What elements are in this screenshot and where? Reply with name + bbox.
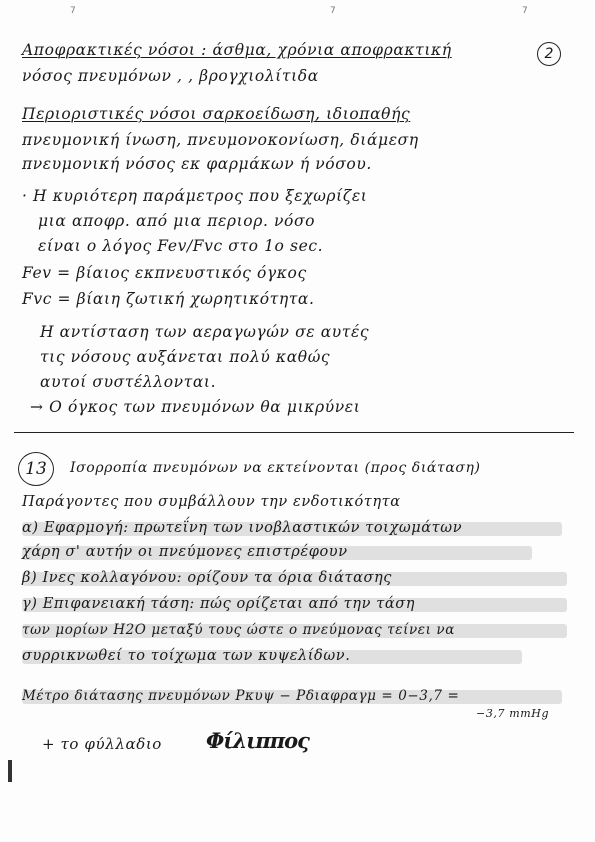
top-mark: 7 [70, 6, 76, 16]
note-line: α) Εφαρμογή: πρωτεΐνη των ινοβλαστικών τοιχωμάτων [22, 520, 463, 536]
note-line: χάρη σ' αυτήν οι πνεύμονες επιστρέφουν [22, 544, 348, 560]
note-line: Fev = βίαιος εκπνευστικός όγκος [22, 264, 307, 282]
note-line: πνευμονική νόσος εκ φαρμάκων ή νόσου. [22, 155, 372, 173]
note-line: Μέτρο διάτασης πνευμόνων Pκυψ − Pδιαφραγμ = 0−3,7 = [22, 688, 460, 704]
note-line: νόσος πνευμόνων , , βρογχιολίτιδα [22, 67, 319, 85]
note-line: μια αποφρ. από μια περιορ. νόσο [38, 212, 316, 230]
note-line: + το φύλλαδιο [42, 735, 162, 753]
note-line: −3,7 mmHg [476, 707, 550, 720]
section-divider [14, 432, 574, 433]
note-line: · Η κυριότερη παράμετρος που ξεχωρίζει [22, 187, 368, 205]
note-line: των μορίων H2O μεταξύ τους ώστε ο πνεύμονας τείνει να [22, 622, 455, 638]
note-line: είναι ο λόγος Fev/Fvc στο 1ο sec. [38, 237, 324, 255]
note-line: → Ο όγκος των πνευμόνων θα μικρύνει [30, 398, 361, 416]
note-line: Η αντίσταση των αεραγωγών σε αυτές [40, 323, 370, 341]
top-mark: 7 [330, 6, 336, 16]
note-line: τις νόσους αυξάνεται πολύ καθώς [40, 348, 331, 366]
note-line: Fvc = βίαιη ζωτική χωρητικότητα. [22, 290, 315, 308]
note-line: γ) Επιφανειακή τάση: πώς ορίζεται από την τάση [22, 596, 416, 612]
note-line: πνευμονική ίνωση, πνευμονοκονίωση, διάμεση [22, 131, 419, 149]
section-number: 13 [18, 452, 54, 486]
note-text: Αποφρακτικές νόσοι : άσθμα, χρόνια αποφρακτική [22, 41, 452, 59]
page-number: 2 [537, 42, 561, 66]
note-line: β) Ινες κολλαγόνου: ορίζουν τα όρια διάτασης [22, 570, 393, 586]
signature: Φίλιππος [206, 728, 309, 753]
margin-mark [8, 760, 12, 782]
note-text: Περιοριστικές νόσοι σαρκοείδωση, ιδιοπαθής [22, 105, 411, 123]
note-line: Ισορροπία πνευμόνων να εκτείνονται (προς διάταση) [70, 460, 481, 476]
top-mark: 7 [522, 6, 528, 16]
note-line: αυτοί συστέλλονται. [40, 373, 217, 391]
note-line [22, 40, 452, 60]
note-line [22, 104, 410, 124]
note-line: Παράγοντες που συμβάλλουν την ενδοτικότητα [22, 494, 401, 510]
note-line: συρρικνωθεί το τοίχωμα των κυψελίδων. [22, 648, 351, 664]
